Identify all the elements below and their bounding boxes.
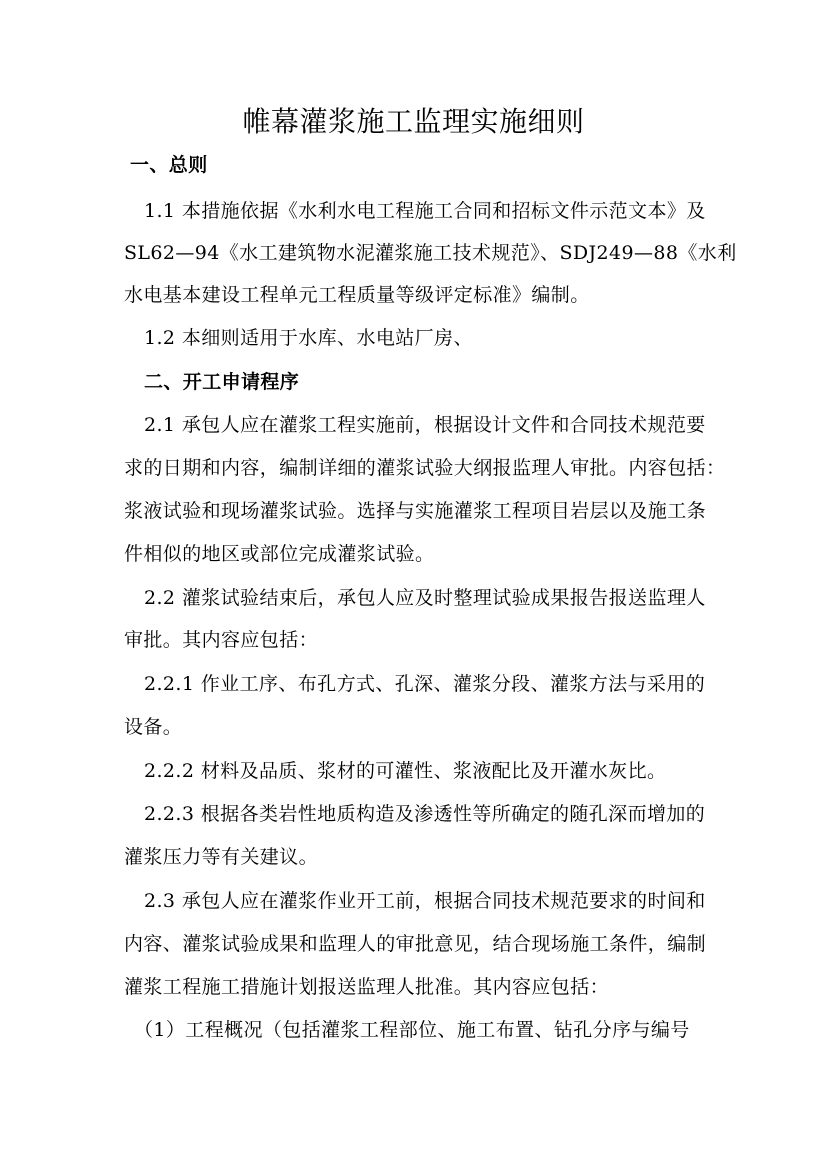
- paragraph-line: 浆液试验和现场灌浆试验。选择与实施灌浆工程项目岩层以及施工条: [124, 500, 707, 522]
- paragraph-line: 审批。其内容应包括：: [124, 629, 319, 651]
- paragraph-line: 水电基本建设工程单元工程质量等级评定标准》编制。: [124, 284, 590, 306]
- paragraph-line: 2.2.2 材料及品质、浆材的可灌性、浆液配比及开灌水灰比。: [144, 760, 667, 782]
- section-heading-start-procedure: 二、开工申请程序: [144, 371, 300, 393]
- paragraph-line: 设备。: [124, 716, 183, 738]
- paragraph-line: 2.2.3 根据各类岩性地质构造及渗透性等所确定的随孔深而增加的: [144, 803, 706, 825]
- document-title: 帷幕灌浆施工监理实施细则: [242, 105, 585, 138]
- paragraph-line: 内容、灌浆试验成果和监理人的审批意见，结合现场施工条件，编制: [124, 933, 707, 955]
- paragraph-line: （1）工程概况（包括灌浆工程部位、施工布置、钻孔分序与编号: [134, 1019, 690, 1041]
- paragraph-line: 灌浆压力等有关建议。: [124, 846, 319, 868]
- paragraph-line: 件相似的地区或部位完成灌浆试验。: [124, 543, 435, 565]
- paragraph-line: 2.3 承包人应在灌浆作业开工前，根据合同技术规范要求的时间和: [144, 890, 706, 912]
- paragraph-line: 2.2 灌浆试验结束后，承包人应及时整理试验成果报告报送监理人: [144, 587, 706, 609]
- section-heading-general: 一、总则: [130, 154, 208, 176]
- paragraph-line: 求的日期和内容，编制详细的灌浆试验大纲报监理人审批。内容包括：: [124, 457, 726, 479]
- paragraph-line: 1.1 本措施依据《水利水电工程施工合同和招标文件示范文本》及: [144, 200, 706, 222]
- paragraph-line: 2.1 承包人应在灌浆工程实施前，根据设计文件和合同技术规范要: [144, 414, 706, 436]
- paragraph-line: 1.2 本细则适用于水库、水电站厂房、: [144, 327, 473, 349]
- paragraph-line: SL62—94《水工建筑物水泥灌浆施工技术规范》、SDJ249—88《水利: [124, 242, 737, 264]
- paragraph-line: 灌浆工程施工措施计划报送监理人批准。其内容应包括：: [124, 976, 610, 998]
- paragraph-line: 2.2.1 作业工序、布孔方式、孔深、灌浆分段、灌浆方法与采用的: [144, 673, 706, 695]
